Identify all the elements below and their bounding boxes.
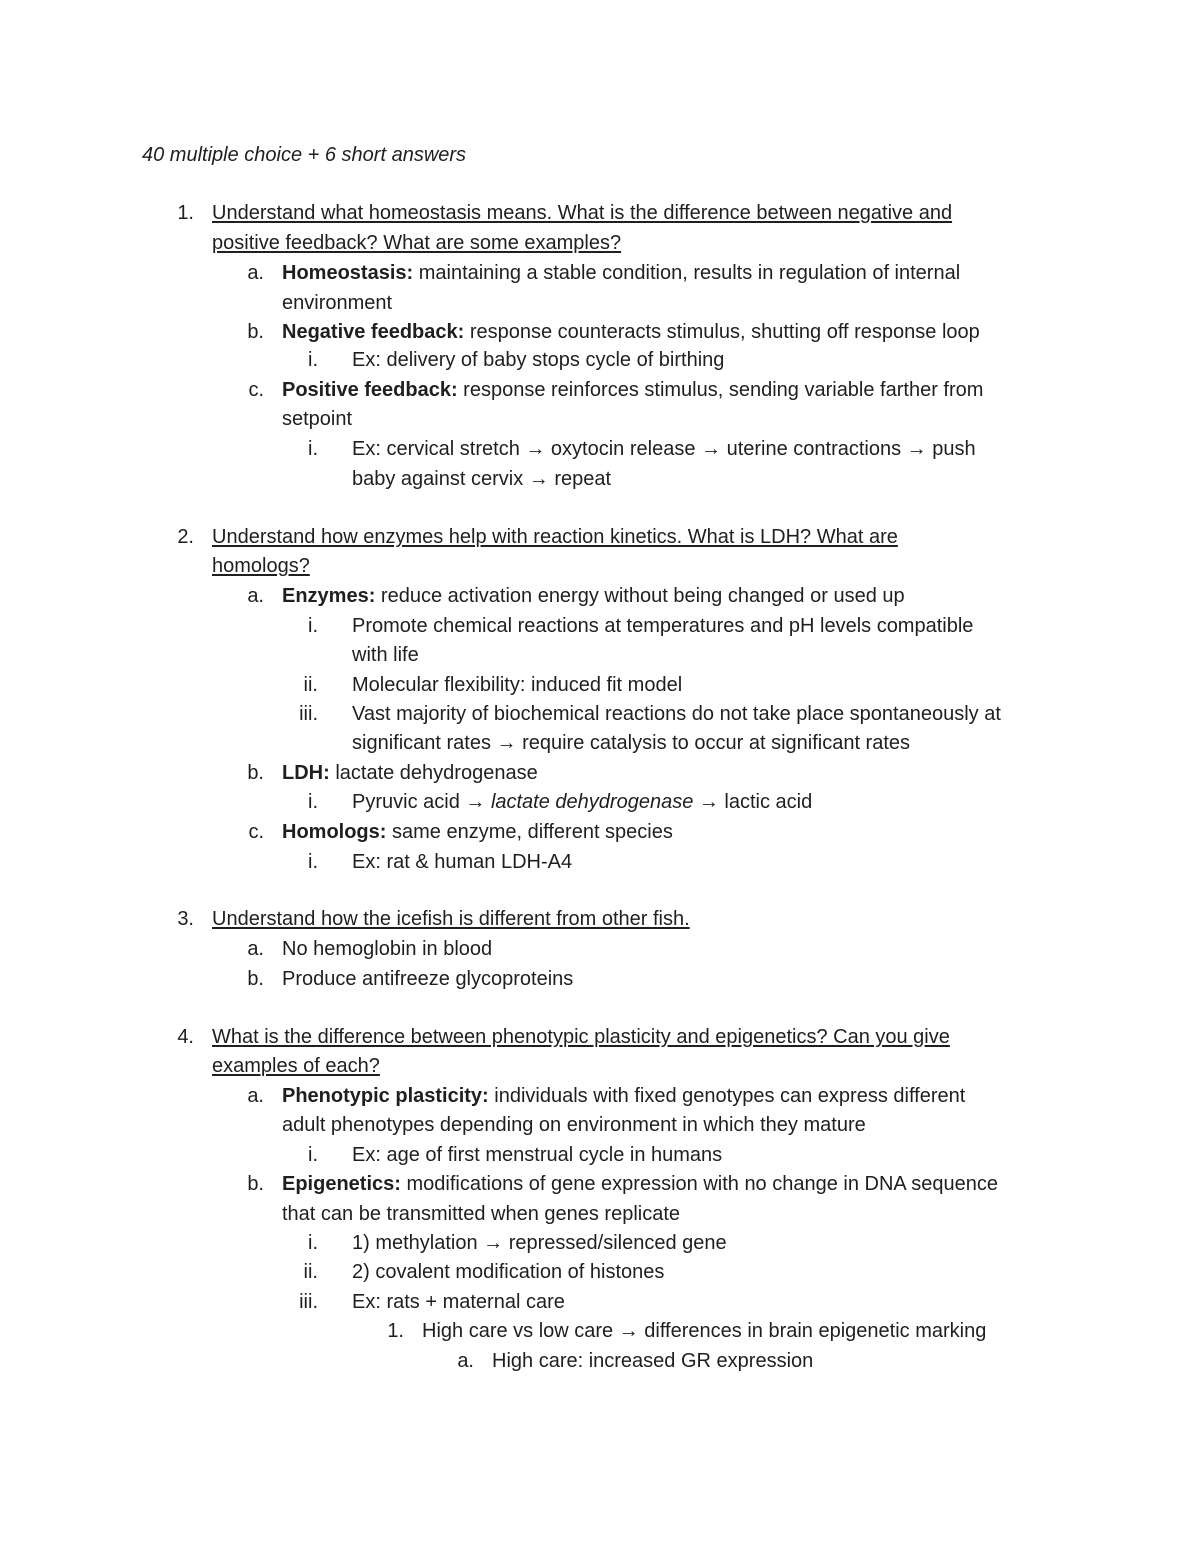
q1ci-text-cont: baby against cervix → repeat	[352, 468, 612, 490]
q1ci-marker: i.	[308, 438, 318, 460]
q4biii1-text: High care vs low care → differences in brain epigenetic marking	[422, 1320, 987, 1342]
q4-question-line2: examples of each?	[212, 1055, 380, 1077]
q1a-marker: a.	[247, 262, 264, 284]
q2a-item	[282, 583, 905, 609]
q2bi-item	[352, 789, 812, 815]
q2bi-pre: Pyruvic acid →	[352, 791, 491, 813]
q4biii1-marker: 1.	[387, 1320, 404, 1342]
q4bi-marker: i.	[308, 1232, 318, 1254]
q4b-item	[282, 1171, 998, 1197]
q1-question-line1: Understand what homeostasis means. What is the difference between negative and	[212, 202, 953, 224]
q2c-item	[282, 819, 673, 845]
q4b-marker: b.	[247, 1173, 264, 1195]
q2ai-text: Promote chemical reactions at temperatures and pH levels compatible	[352, 615, 974, 637]
q1b-marker: b.	[247, 321, 264, 343]
q4biii-marker: iii.	[299, 1291, 318, 1313]
q3-number: 3.	[177, 908, 194, 930]
q2ci-marker: i.	[308, 851, 318, 873]
q4biii1a-marker: a.	[457, 1350, 474, 1372]
q2b-term: LDH:	[282, 762, 330, 784]
q4ai-text: Ex: age of first menstrual cycle in humans	[352, 1144, 723, 1166]
q3b-text: Produce antifreeze glycoproteins	[282, 968, 574, 990]
q4bii-marker: ii.	[303, 1261, 318, 1283]
q2aiii-text: Vast majority of biochemical reactions do not take place spontaneously at	[352, 703, 1001, 725]
q4a-marker: a.	[247, 1085, 264, 1107]
q4-question-line1: What is the difference between phenotypic plasticity and epigenetics? Can you give	[212, 1026, 950, 1048]
q4bii-text: 2) covalent modification of histones	[352, 1261, 665, 1283]
q1a-text: maintaining a stable condition, results in regulation of internal	[413, 262, 961, 284]
q2a-marker: a.	[247, 585, 264, 607]
q2-number: 2.	[177, 526, 194, 548]
q1c-term: Positive feedback:	[282, 379, 458, 401]
q2ai-text-cont: with life	[352, 644, 419, 666]
q2aii-marker: ii.	[303, 674, 318, 696]
q4ai-marker: i.	[308, 1144, 318, 1166]
q4b-term: Epigenetics:	[282, 1173, 401, 1195]
exam-format-note: 40 multiple choice + 6 short answers	[142, 144, 467, 166]
q4b-text-cont: that can be transmitted when genes replicate	[282, 1203, 681, 1225]
q3a-text: No hemoglobin in blood	[282, 938, 493, 960]
q1-number: 1.	[177, 202, 194, 224]
q1ci-text: Ex: cervical stretch → oxytocin release → uterine contractions → push	[352, 438, 976, 460]
q1c-item	[282, 377, 983, 403]
q2aiii-text-cont: significant rates → require catalysis to occur at significant rates	[352, 732, 911, 754]
q2a-term: Enzymes:	[282, 585, 376, 607]
q2bi-enzyme: lactate dehydrogenase	[490, 791, 694, 813]
q4-number: 4.	[177, 1026, 194, 1048]
q1bi-marker: i.	[308, 349, 318, 371]
q2ci-text: Ex: rat & human LDH-A4	[352, 851, 573, 873]
q4a-text-cont: adult phenotypes depending on environment in which they mature	[282, 1114, 866, 1136]
q2c-marker: c.	[248, 821, 264, 843]
q4a-item	[282, 1083, 965, 1109]
q2b-marker: b.	[247, 762, 264, 784]
q4bi-text: 1) methylation → repressed/silenced gene	[352, 1232, 727, 1254]
q2c-text: same enzyme, different species	[386, 821, 673, 843]
q2bi-marker: i.	[308, 791, 318, 813]
q1-question-line2: positive feedback? What are some examples?	[212, 232, 622, 254]
q4a-text: individuals with fixed genotypes can express different	[488, 1085, 966, 1107]
q1a-item	[282, 260, 960, 286]
q1b-item	[282, 319, 980, 345]
q3-question-line1: Understand how the icefish is different from other fish.	[212, 908, 690, 930]
q3b-marker: b.	[247, 968, 264, 990]
q1a-term: Homeostasis:	[282, 262, 414, 284]
q2bi-post: → lactic acid	[693, 791, 813, 813]
q1c-text-cont: setpoint	[282, 408, 353, 430]
q1c-text: response reinforces stimulus, sending variable farther from	[457, 379, 984, 401]
q4a-term: Phenotypic plasticity:	[282, 1085, 489, 1107]
q4biii-text: Ex: rats + maternal care	[352, 1291, 565, 1313]
q1c-marker: c.	[248, 379, 264, 401]
q2aiii-marker: iii.	[299, 703, 318, 725]
q4biii1a-text: High care: increased GR expression	[492, 1350, 814, 1372]
q2b-item	[282, 760, 538, 786]
q2ai-marker: i.	[308, 615, 318, 637]
q3a-marker: a.	[247, 938, 264, 960]
q2-question-line2: homologs?	[212, 555, 310, 577]
q1b-term: Negative feedback:	[282, 321, 465, 343]
q2a-text: reduce activation energy without being changed or used up	[375, 585, 905, 607]
q1a-text-cont: environment	[282, 292, 393, 314]
q4b-text: modifications of gene expression with no change in DNA sequence	[400, 1173, 998, 1195]
q1bi-text: Ex: delivery of baby stops cycle of birthing	[352, 349, 725, 371]
q2b-text: lactate dehydrogenase	[329, 762, 538, 784]
q1b-text: response counteracts stimulus, shutting off response loop	[464, 321, 980, 343]
q2aii-text: Molecular flexibility: induced fit model	[352, 674, 683, 696]
q2c-term: Homologs:	[282, 821, 387, 843]
q2-question-line1: Understand how enzymes help with reaction kinetics. What is LDH? What are	[212, 526, 898, 548]
